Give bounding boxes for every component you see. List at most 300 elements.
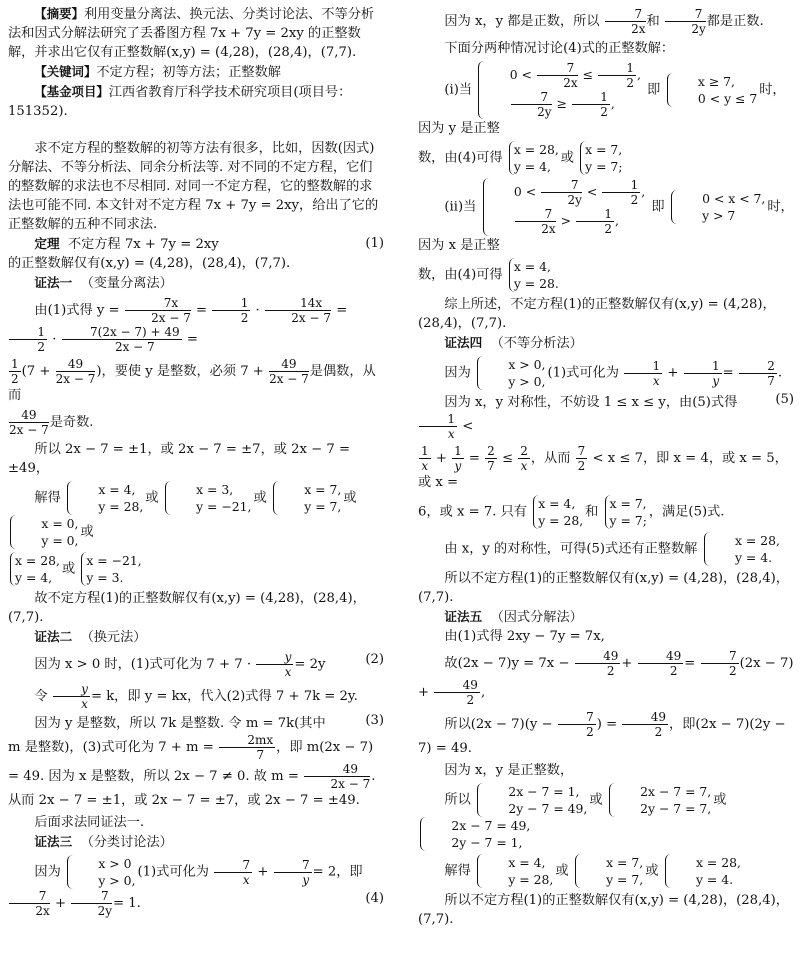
numerator: y: [256, 650, 293, 665]
denominator: y: [712, 373, 720, 388]
denominator: 2y: [537, 105, 552, 119]
denominator: y: [302, 872, 310, 887]
numerator: 49: [56, 357, 96, 372]
method-5-conclusion: 所以不定方程(1)的正整数解仅有(x,y) = (4,28)，(28,4)，(7,7).: [418, 893, 789, 927]
text: 由(1)式得 y =: [34, 303, 120, 318]
text: (ⅱ)当: [444, 199, 477, 215]
denominator: 2: [466, 693, 475, 707]
numerator: 49: [269, 357, 309, 372]
text: 令: [34, 689, 48, 704]
denominator: y: [454, 459, 462, 473]
fraction: [9, 408, 49, 437]
text: 或: [80, 524, 94, 540]
method-5-label: 证法五: [444, 609, 483, 624]
fraction: [541, 178, 582, 207]
text: 即: [647, 82, 661, 98]
fraction: [62, 325, 182, 354]
numerator: 2: [739, 359, 777, 374]
numerator: 2: [487, 444, 495, 458]
fraction: [71, 889, 112, 918]
text: 因为 x > 0 时，(1)式可化为 7 + 7 ·: [34, 657, 252, 672]
denominator: x: [284, 665, 292, 679]
equation: y = 3.: [86, 570, 124, 585]
equation: 2y − 7 = 1,: [451, 835, 523, 850]
method-3-heading: [8, 832, 384, 852]
equation-number: (2): [365, 652, 384, 667]
equation: x > 0: [98, 856, 132, 871]
method-3-label: 证法三: [34, 834, 73, 849]
method-5-step1: 由(1)式得 2xy − 7y = 7x,: [444, 629, 605, 644]
equation: x = 4,: [538, 496, 576, 511]
text: 或: [555, 863, 569, 879]
numerator: 7: [214, 858, 252, 873]
fraction: [602, 178, 640, 207]
abstract-text: 利用变量分离法、换元法、分类讨论法、不等分析法和因式分解法研究了丢番图方程 7x + 7y = 2xy 的正整数解，并求出它仅有正整数解(x,y) = (4,28)，(28,4)，(7,7).: [8, 7, 375, 60]
text: 因为 y 是整数，所以 7k 是整数. 令 m = 7k(其中 m 是整数)，(3)式可化为 7 + m =: [8, 716, 326, 755]
fund: [8, 82, 384, 121]
text: 解得: [444, 863, 471, 879]
case-2-result: [418, 258, 794, 292]
system: [273, 481, 341, 515]
denominator: 2x − 7: [330, 777, 371, 791]
fund-text: 江西省教育厅科学技术研究项目(项目号：151352).: [8, 85, 352, 119]
numerator: 7: [537, 61, 578, 76]
text: ，满足(5)式.: [648, 504, 725, 520]
text: 或: [589, 792, 603, 808]
fraction: [575, 649, 621, 678]
denominator: 2x − 7: [269, 372, 309, 386]
denominator: x: [520, 459, 528, 473]
denominator: 2: [626, 76, 634, 90]
numerator: 2mx: [219, 733, 275, 748]
equation-number: (3): [365, 713, 384, 728]
equation: y = 7,: [304, 499, 342, 514]
equation: y = 7;: [585, 159, 623, 174]
cases-summary: 综上所述，不定方程(1)的正整数解仅有(x,y) = (4,28)，(28,4)，(7,7).: [418, 297, 776, 331]
denominator: x: [242, 872, 250, 887]
method-4-heading: [418, 333, 794, 353]
numerator: 7: [665, 7, 706, 22]
equation: y = 4,: [513, 159, 551, 174]
text: 因为 x，y 对称性，不妨设 1 ≤ x ≤ y，由(5)式得: [444, 395, 738, 410]
case-1: [418, 61, 794, 138]
method-2-name: （换元法）: [80, 630, 147, 645]
fraction: [605, 7, 646, 36]
denominator: 7: [487, 459, 495, 473]
case-intro: 下面分两种情况讨论(4)式的正整数解：: [444, 41, 675, 56]
theorem: [8, 234, 384, 254]
method-5-solutions: [418, 854, 794, 888]
method-1-odd: [8, 408, 384, 437]
numerator: 1: [212, 296, 250, 311]
method-5-step4: 因为 x，y 是正整数，: [444, 763, 574, 778]
equation: x = 4,: [513, 259, 551, 274]
system: [580, 141, 622, 175]
system: [67, 855, 135, 889]
equation: x = 4,: [98, 482, 136, 497]
text: ，从而: [530, 451, 571, 466]
fraction: [256, 650, 293, 679]
numerator: 1: [602, 178, 640, 193]
system: [671, 190, 766, 224]
system: [509, 141, 559, 175]
text: (2x − 7) +: [418, 656, 794, 700]
equation: y > 0,: [98, 873, 136, 888]
denominator: 2: [37, 340, 46, 354]
equation: 2x − 7 = 49,: [451, 818, 531, 833]
equation: 2y − 7 = 7,: [640, 801, 712, 816]
left-column: [8, 4, 384, 921]
text: 或: [560, 150, 574, 166]
text: ，即 m(2x − 7) = 49. 因为 x 是整数，所以 2x − 7 ≠ 0. 故 m =: [8, 740, 374, 784]
equation: x = 7,: [609, 496, 647, 511]
equation: x = 7,: [606, 855, 644, 870]
equation: x ≥ 7,: [697, 74, 735, 89]
system: [609, 783, 712, 817]
text: (ⅰ)当: [444, 82, 473, 98]
numerator: 1: [454, 444, 462, 458]
numerator: 7: [605, 7, 646, 22]
system: [10, 552, 60, 586]
equation: y > 7: [702, 208, 736, 223]
method-1-heading: [8, 273, 384, 293]
denominator: 2: [577, 459, 586, 473]
system: [509, 258, 559, 292]
fraction: [638, 649, 684, 678]
fraction: [518, 444, 530, 473]
right-column: [418, 4, 794, 929]
equation: y = 7;: [609, 513, 647, 528]
fraction: [212, 296, 250, 325]
keywords-label: 【关键词】: [34, 64, 97, 79]
numerator: 2: [520, 444, 528, 458]
system: [477, 783, 587, 817]
denominator: 2y: [567, 193, 582, 207]
system: [704, 532, 780, 566]
method-4-step3: $\frac{1}{x}$ + $\frac{1}{y}$ = $\frac{2}{7}$ ≤ $\frac{2}{x}$ ，从而 $\frac{7}{2}$ < x ≤ 7，即 x = 4，或 x = 5，或 x =: [418, 444, 788, 490]
numerator: 7: [558, 710, 596, 725]
fraction: [485, 444, 497, 473]
equation: y = 28,: [538, 513, 584, 528]
text: 0 <: [513, 184, 537, 199]
fraction: [419, 444, 431, 473]
inequality: $\frac{7}{2x}$ > $\frac{1}{2}$ ,: [488, 207, 646, 236]
denominator: 2: [604, 222, 613, 236]
method-2-step1: [8, 650, 384, 679]
text: 所以: [444, 792, 471, 808]
system: [533, 495, 583, 529]
system: [665, 854, 741, 888]
text: 即: [651, 199, 665, 215]
text: = 1.: [113, 896, 141, 911]
inequality: 0 < $\frac{7}{2y}$ < $\frac{1}{2}$ ,: [513, 178, 646, 207]
numerator: 7(2x − 7) + 49: [62, 325, 182, 340]
system: [605, 495, 647, 529]
inequality: $\frac{7}{2y}$ ≥ $\frac{1}{2}$ ,: [483, 90, 641, 119]
text: 数，由(4)可得: [418, 150, 503, 166]
equation: 0 < x < 7,: [702, 191, 766, 206]
text: 数，由(4)可得: [418, 267, 503, 283]
fraction: [701, 649, 739, 678]
text: =: [722, 365, 734, 381]
denominator: 2x − 7: [55, 372, 96, 386]
theorem-label: 定理: [34, 236, 60, 251]
fraction: [274, 858, 312, 887]
text: 或: [713, 792, 727, 808]
method-2-step3: [8, 714, 384, 810]
text: >: [560, 213, 572, 228]
keywords: [8, 62, 384, 82]
text: 或: [145, 490, 159, 506]
equation: x = 3,: [196, 482, 234, 497]
denominator: 2x − 7: [114, 340, 155, 354]
equation: 0 < y ≤ 7: [697, 91, 758, 106]
denominator: x: [81, 697, 88, 711]
method-2-step2: [8, 682, 384, 728]
system: [483, 178, 646, 236]
fraction: [125, 296, 191, 325]
numerator: 14x: [265, 296, 331, 311]
method-1-solutions: [8, 481, 384, 549]
method-2-note: 后面求法同证法一.: [34, 815, 145, 830]
fraction: [452, 444, 464, 473]
fraction: [219, 733, 275, 762]
numerator: 49: [638, 649, 684, 664]
equation: x > 0,: [508, 357, 546, 372]
numerator: 1: [572, 90, 610, 105]
system: [477, 356, 545, 390]
denominator: 2y: [97, 904, 113, 918]
denominator: 2x − 7: [9, 423, 49, 437]
equation: y = 7,: [606, 872, 644, 887]
numerator: 7: [274, 858, 312, 873]
method-5-heading: [418, 607, 794, 627]
equation: y = 4.: [695, 872, 734, 887]
method-1-solutions-cont: [8, 552, 384, 586]
text: ) =: [596, 717, 618, 732]
method-2-label: 证法二: [34, 629, 73, 644]
text: (1)式可化为: [137, 864, 209, 880]
denominator: 2x − 7: [291, 311, 332, 325]
equation: y = 28,: [508, 872, 554, 887]
system: [67, 481, 143, 515]
method-5-name: （因式分解法）: [490, 610, 583, 625]
fraction: [9, 889, 50, 918]
denominator: 2y: [691, 22, 706, 36]
system: [575, 854, 643, 888]
method-1-conclusion: 故不定方程(1)的正整数解仅有(x,y) = (4,28)，(28,4)，(7,7).: [8, 591, 366, 625]
denominator: 2x: [563, 76, 578, 90]
numerator: 49: [9, 408, 49, 423]
equation: y = 28,: [98, 499, 144, 514]
system: [667, 73, 758, 107]
numerator: 7: [9, 889, 50, 904]
fraction: [537, 61, 578, 90]
numerator: 1: [576, 207, 614, 222]
fraction: [9, 357, 21, 386]
equation-number: (4): [365, 891, 384, 906]
denominator: 2: [654, 725, 663, 739]
text: 或: [343, 490, 357, 506]
method-4-label: 证法四: [444, 335, 483, 350]
numerator: 1: [598, 61, 636, 76]
numerator: 1: [624, 359, 662, 374]
text: 0 <: [509, 67, 532, 82]
fraction: [511, 90, 552, 119]
method-5-step3: [418, 710, 794, 758]
method-3-name: （分类讨论法）: [80, 835, 173, 850]
text: 或: [253, 490, 267, 506]
method-4-symmetry: [418, 532, 794, 566]
intro-paragraph: 求不定方程的整数解的初等方法有很多，比如，因数(因式)分解法、不等分析法、同余分析法等. 对不同的不定方程，它们的整数解的求法也不尽相同. 对同一不定方程，它的整数解的求法也可能不同. 本文针对不定方程 7x + 7y = 2xy，给出了它的正整数解的五种不同求法.: [8, 141, 379, 232]
system: [420, 817, 530, 851]
equation: 2x − 7 = 7,: [640, 784, 712, 799]
text: ≥: [556, 96, 567, 111]
method-1-name: （变量分离法）: [80, 276, 173, 291]
case-2: [418, 178, 794, 255]
text: 时，因为 y 是正整: [418, 82, 786, 136]
text: = k，即 y = kx，代入(2)式得 7 + 7k = 2y.: [90, 689, 358, 704]
numerator: 7: [515, 207, 556, 222]
theorem-solution: 的正整数解仅有(x,y) = (4,28)，(28,4)，(7,7).: [8, 256, 291, 271]
text: )，要使 y 是整数，必须 7 +: [96, 364, 264, 379]
numerator: 1: [11, 357, 19, 371]
fraction: [269, 357, 309, 386]
equation: y = 0,: [41, 533, 79, 548]
text: 和: [646, 14, 660, 29]
numerator: 7: [71, 889, 112, 904]
theorem-equation: 不定方程 7x + 7y = 2xy: [67, 237, 219, 252]
equation: 2y − 7 = 49,: [508, 801, 588, 816]
positive-fractions: [418, 7, 794, 36]
fraction: [624, 359, 662, 388]
denominator: x: [652, 373, 660, 388]
text: 由 x，y 的对称性，可得(5)式还有正整数解: [444, 541, 698, 557]
fraction: [434, 678, 480, 707]
text: ，即(2x − 7)(2y − 7) = 49.: [418, 717, 786, 756]
numerator: 1: [421, 444, 429, 458]
fraction: [558, 710, 596, 739]
fraction: [739, 359, 777, 388]
denominator: 2: [606, 664, 615, 678]
text: 因为 x，y 都是正数，所以: [444, 14, 600, 29]
numerator: 49: [575, 649, 621, 664]
method-4-step4: [418, 495, 794, 529]
fraction: [665, 7, 706, 36]
equation: x = 7,: [585, 142, 623, 157]
denominator: 2: [240, 311, 249, 325]
denominator: 2x: [541, 222, 556, 236]
equation: y = 4,: [15, 570, 53, 585]
text: < x ≤ 7，即 x = 4，或 x = 5，或 x =: [418, 451, 788, 490]
system: [477, 854, 553, 888]
fraction: [572, 90, 610, 119]
equation-number: (1): [365, 236, 384, 251]
keywords-text: 不定方程；初等方法；正整数解: [96, 65, 281, 80]
denominator: 7: [256, 748, 265, 762]
equation: y > 0,: [508, 374, 546, 389]
abstract-label: 【摘要】: [34, 6, 84, 21]
text: 故(2x − 7)y = 7x −: [444, 656, 570, 671]
text: 或: [645, 863, 659, 879]
method-3-step1: 因为 x > 0 y > 0, (1)式可化为 $\frac{7}{x}$ + $\frac{7}{y}$ = 2，即 $\frac{7}{2x}$ + $\frac{7}{2y}$ = 1. (4): [8, 855, 384, 918]
denominator: 2: [630, 193, 639, 207]
equation: x = 28,: [734, 533, 780, 548]
method-4-conclusion: 所以不定方程(1)的正整数解仅有(x,y) = (4,28)，(28,4)，(7,7).: [418, 571, 789, 605]
fraction: [9, 325, 47, 354]
text: (1)式可化为: [547, 365, 619, 381]
system: [10, 515, 78, 549]
equation: y = 4.: [734, 550, 773, 565]
text: = 2y: [294, 657, 326, 672]
method-2-heading: [8, 627, 384, 647]
equation: x = 28,: [695, 855, 741, 870]
equation: x = −21,: [86, 553, 142, 568]
fund-label: 【基金项目】: [34, 84, 109, 99]
equation: x = 0,: [41, 516, 79, 531]
text: 时，因为 x 是正整: [418, 199, 794, 253]
text: 因为: [34, 864, 61, 880]
fraction: [56, 357, 96, 386]
text: 和: [585, 504, 599, 520]
text: 6，或 x = 7. 只有: [418, 504, 527, 520]
case-1-result: [418, 141, 794, 175]
denominator: 2x: [35, 904, 50, 918]
equation: 2x − 7 = 1,: [508, 784, 580, 799]
text: 因为: [444, 365, 471, 381]
method-4-step1: 因为 x > 0, y > 0, (1)式可化为 $\frac{1}{x}$ + $\frac{1}{y}$ = $\frac{2}{7}$ . (5): [444, 357, 794, 407]
text: 都是正数.: [706, 14, 764, 29]
text: 是奇数.: [49, 415, 94, 430]
equation: x = 28,: [15, 553, 60, 568]
text: 或: [61, 561, 76, 577]
denominator: 2: [669, 664, 678, 678]
fraction: [419, 412, 457, 441]
text: . 从而 2x − 7 = ±1，或 2x − 7 = ±7，或 2x − 7 = ±49.: [8, 769, 376, 808]
fraction: [304, 762, 370, 791]
denominator: 2x: [631, 22, 646, 36]
equation: x = 7,: [304, 482, 342, 497]
denominator: 2x − 7: [151, 311, 191, 325]
method-1-condition: [8, 357, 384, 405]
text: 解得: [34, 490, 61, 506]
abstract: [8, 4, 384, 62]
denominator: 2: [11, 372, 19, 386]
text: ≤: [582, 67, 593, 82]
fraction: [214, 858, 252, 887]
text: <: [586, 184, 598, 199]
denominator: x: [447, 427, 455, 441]
text: =: [684, 656, 696, 671]
denominator: 7: [767, 373, 775, 388]
method-1-cases: 所以 2x − 7 = ±1，或 2x − 7 = ±7，或 2x − 7 = ±49，: [8, 442, 351, 476]
fraction: [622, 710, 668, 739]
system: [165, 481, 252, 515]
method-1-derivation: 由(1)式得 y = $\frac{7x}{2x - 7}$ = $\frac{1}{2}$ · $\frac{14x}{2x - 7}$ = $\frac{1}{2}$ · $\frac{7(2x - 7) + 49}{2x - 7}$ =: [8, 296, 384, 354]
fraction: [684, 359, 722, 388]
denominator: 2: [728, 664, 737, 678]
method-5-systems: [418, 783, 794, 851]
equation: y = 28.: [513, 276, 559, 291]
system: [81, 552, 141, 586]
method-4-name: （不等分析法）: [490, 336, 583, 351]
denominator: 2: [586, 725, 594, 739]
text: +: [621, 656, 633, 671]
denominator: 2: [600, 105, 608, 119]
system: [478, 61, 641, 119]
numerator: 7x: [125, 296, 191, 311]
numerator: 49: [304, 762, 370, 777]
